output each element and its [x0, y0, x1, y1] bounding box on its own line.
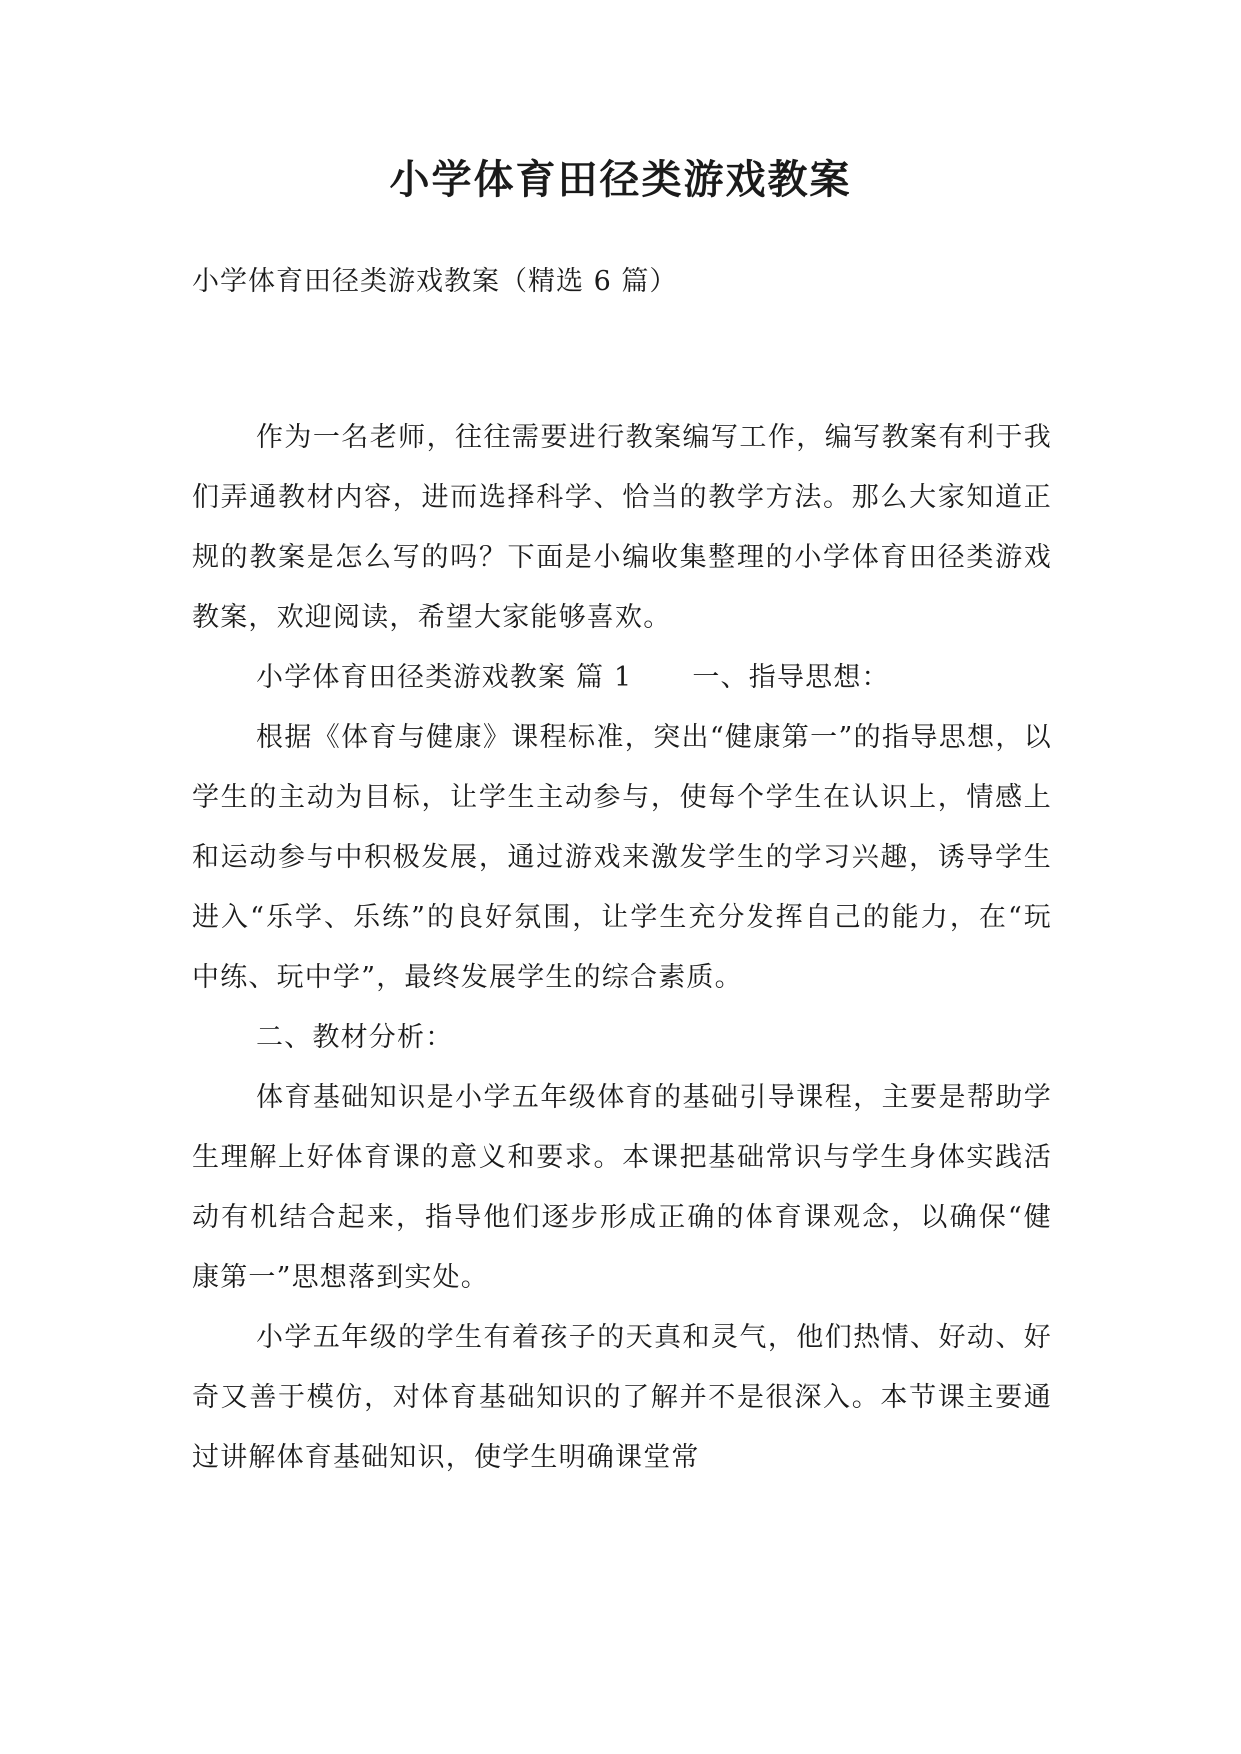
- section-1-heading-line: [192, 648, 1052, 708]
- intro-paragraph: 作为一名老师，往往需要进行教案编写工作，编写教案有利于我们弄通教材内容，进而选择科学、恰当的教学方法。那么大家知道正规的教案是怎么写的吗？下面是小编收集整理的小学体育田径类游戏教案，欢迎阅读，希望大家能够喜欢。: [192, 422, 1052, 633]
- guiding-ideology-paragraph: 根据《体育与健康》课程标准，突出“健康第一”的指导思想，以学生的主动为目标，让学生主动参与，使每个学生在认识上，情感上和运动参与中积极发展，通过游戏来激发学生的学习兴趣，诱导学生进入“乐学、乐练”的良好氛围，让学生充分发挥自己的能力，在“玩中练、玩中学”，最终发展学生的综合素质。: [192, 722, 1052, 993]
- student-analysis-paragraph: 小学五年级的学生有着孩子的天真和灵气，他们热情、好动、好奇又善于模仿，对体育基础知识的了解并不是很深入。本节课主要通过讲解体育基础知识，使学生明确课堂常: [192, 1322, 1052, 1473]
- guiding-ideology-heading: 一、指导思想：: [692, 662, 890, 693]
- document-body: [192, 408, 1052, 1488]
- document-title: 小学体育田径类游戏教案: [389, 156, 852, 203]
- section-1-heading: 小学体育田径类游戏教案 篇 1: [256, 662, 633, 693]
- material-analysis-heading: 二、教材分析：: [256, 1022, 454, 1053]
- material-analysis-paragraph: 体育基础知识是小学五年级体育的基础引导课程，主要是帮助学生理解上好体育课的意义和要求。本课把基础常识与学生身体实践活动有机结合起来，指导他们逐步形成正确的体育课观念，以确保“健康第一”思想落到实处。: [192, 1082, 1052, 1293]
- document-subtitle: 小学体育田径类游戏教案（精选 6 篇）: [192, 266, 678, 297]
